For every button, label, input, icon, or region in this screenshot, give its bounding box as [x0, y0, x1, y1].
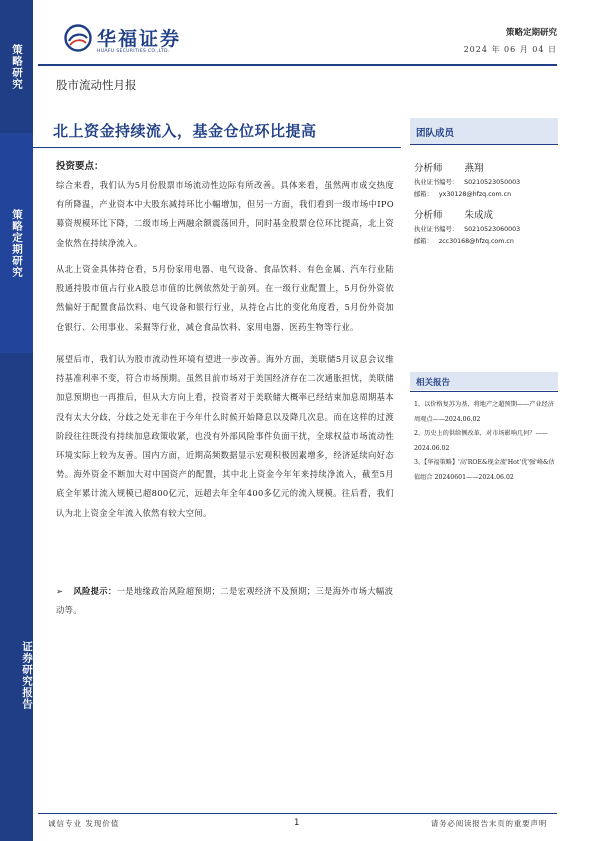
related-divider	[410, 391, 558, 392]
team-divider	[410, 144, 558, 145]
footer-slogan: 诚信专业 发现价值	[48, 819, 120, 828]
team-heading-box	[410, 118, 558, 144]
related-heading-box	[410, 372, 558, 390]
left-sidebar	[0, 0, 33, 841]
related-report-link[interactable]: 1、以价格复苏为基，将地产之超预期——产业经济周观点——2024.06.02	[414, 401, 555, 423]
header-right	[464, 26, 557, 55]
related-report-list	[414, 398, 556, 485]
key-points-heading: 投资要点：	[56, 161, 104, 172]
sidebar-label-strategy: 策略研究	[0, 0, 33, 133]
body-paragraph: 综合来看，我们认为5月份股票市场流动性边际有所改善。具体来看，虽然两市成交热度有所降温，产业资本中大股东减持环比小幅增加，但另一方面，我们看到一级市场中IPO募资规模环比下降，二级市场上两融余额震荡回升，同时基金股票仓位环比提高，北上资金依然在持续净流入。	[56, 180, 394, 248]
sidebar-label-securities-report: 证券研究报告	[0, 353, 33, 841]
report-category: 股市流动性月报	[56, 78, 137, 92]
cert-number: S0210523050003	[464, 179, 521, 186]
analyst-email[interactable]: zcc30168@hfzq.com.cn	[438, 238, 514, 245]
logo-subtext: HUAFU SECURITIES CO.,LTD.	[97, 49, 170, 54]
risk-warning	[56, 582, 394, 620]
analyst-card	[414, 207, 520, 245]
report-date: 2024 年 06 月 04 日	[463, 45, 557, 54]
body-paragraph: 从北上资金具体持仓看，5月份家用电器、电气设备、食品饮料、有色金属、汽车行业陆股通持股市值占行业A股总市值的比例依然处于前列。在一级行业配置上，5月份外资依然偏好于配置食品饮料、电气设备和银行行业，从持仓占比的变化角度看，5月份外资加仓银行、公用事业、采掘等行业，减仓食品饮料、家用电器、医药生物等行业。	[56, 264, 394, 332]
footer-disclaimer: 请务必阅读报告末页的重要声明	[430, 819, 547, 828]
footer-divider	[38, 813, 557, 814]
analyst-card	[414, 160, 520, 198]
logo-text: 华福证券	[97, 28, 182, 50]
report-title: 北上资金持续流入，基金仓位环比提高	[53, 122, 317, 140]
analyst-name: 朱成成	[464, 210, 494, 221]
cert-label: 执业证书编号：	[414, 226, 459, 233]
email-label: 邮箱：	[414, 238, 433, 245]
title-bar	[33, 114, 401, 147]
arrow-bullet-icon: ➢	[56, 586, 64, 596]
analyst-role: 分析师	[414, 163, 443, 174]
sidebar-label-periodic: 策略定期研究	[0, 133, 33, 353]
report-type: 策略定期研究	[505, 28, 557, 38]
risk-text: 一是地缘政治风险超预期；二是宏观经济不及预期；三是海外市场大幅波动等。	[56, 586, 394, 616]
related-report-link[interactable]: 2、历史上的供给侧改革，对市场影响几何？——2024.06.02	[414, 430, 548, 452]
related-report-link[interactable]: 3、【华福策略】'高'ROE&现金流'Hot'优'强'峰&估值组合 20240601——2024.06.02	[414, 459, 555, 481]
related-heading: 相关报告	[416, 378, 451, 388]
cert-label: 执业证书编号：	[414, 179, 459, 186]
analyst-role: 分析师	[414, 210, 443, 221]
cert-number: S0210523060003	[464, 226, 521, 233]
team-heading: 团队成员	[416, 128, 455, 139]
title-divider	[33, 147, 401, 148]
analyst-email[interactable]: yx30128@hfzq.com.cn	[438, 191, 512, 198]
risk-label: 风险提示：	[73, 586, 117, 596]
header-divider	[38, 64, 557, 66]
logo-mark-icon	[64, 24, 92, 52]
analyst-name: 燕翔	[464, 163, 484, 174]
company-logo	[64, 22, 224, 62]
page-number: 1	[294, 818, 300, 828]
email-label: 邮箱：	[414, 191, 433, 198]
body-paragraph: 展望后市，我们认为股市流动性环境有望进一步改善。海外方面，美联储5月议息会议维持基准利率不变，符合市场预期。虽然目前市场对于美国经济存在二次通胀担忧，美联储加息预期也一再推后，但从大方向上看，投资者对于美联储大概率已经结束加息周期基本没有太大分歧，分歧之处无非在于今年什么时候开始降息以及降几次息。而在这样的过渡阶段往往既没有持续加息政策收紧，也没有外部风险事件负面干扰，全球权益市场流动性环境实际上较为友善。国内方面，近期高频数据显示宏观积极因素增多，经济延续向好态势。海外资金不断加大对中国资产的配置，其中北上资金今年年来持续净流入，截至5月底全年累计流入规模已超800亿元，远超去年全年400多亿元的流入规模。往后看，我们认为北上资金全年流入依然有较大空间。	[56, 354, 394, 518]
